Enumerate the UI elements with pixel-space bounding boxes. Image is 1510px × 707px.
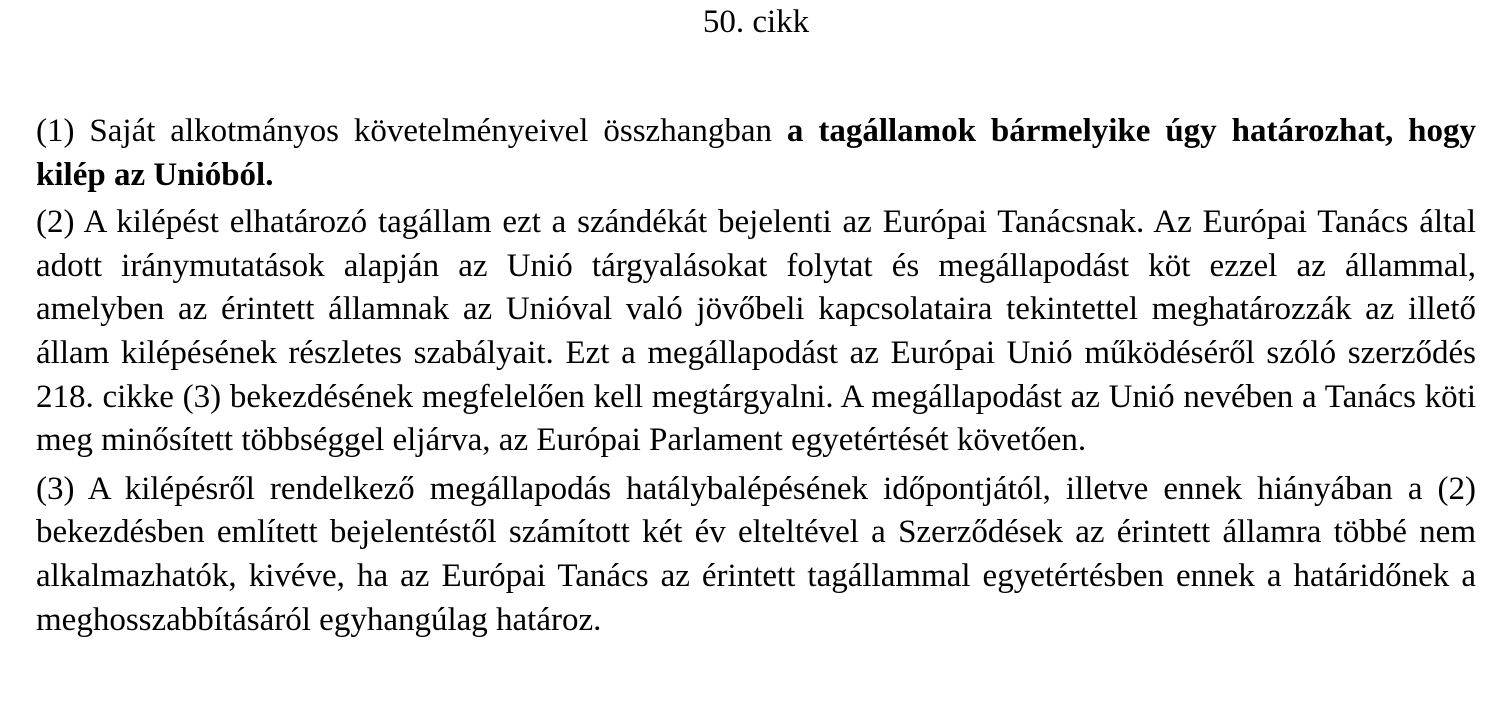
article-title: 50. cikk <box>702 4 810 40</box>
paragraph-1-lead: (1) Saját alkotmányos követelményeivel összhangban <box>36 113 787 149</box>
paragraph-3: (3) A kilépésről rendelkező megállapodás hatálybalépésének időpontjától, illetve ennek hiányában a (2) bekezdésben említett bejelentéstől számított két év elteltével a Szerződések az érintett államra többé nem alkalmazhatók, kivéve, ha az Európai Tanács az érintett tagállammal egyetértésben ennek a határidőnek a meghosszabbításáról egyhangúlag határoz. <box>36 470 1476 638</box>
paragraph-1 <box>36 110 1476 197</box>
document-page <box>36 0 1476 642</box>
paragraph-1-bold: a tagállamok bármelyike úgy határozhat, hogy kilép az Unióból. <box>36 113 1477 193</box>
paragraph-2: (2) A kilépést elhatározó tagállam ezt a szándékát bejelenti az Európai Tanácsnak. Az Európai Tanács által adott iránymutatások alapján az Unió tárgyalásokat folytat és megállapodást köt ezzel az állammal, amelyben az érintett államnak az Unióval való jövőbeli kapcsolataira tekintettel meghatározzák az illető állam kilépésének részletes szabályait. Ezt a megállapodást az Európai Unió működéséről szóló szerződés 218. cikke (3) bekezdésének megfelelően kell megtárgyalni. A megállapodást az Unió nevében a Tanács köti meg minősített többséggel eljárva, az Európai Parlament egyetértését követően. <box>36 204 1476 459</box>
